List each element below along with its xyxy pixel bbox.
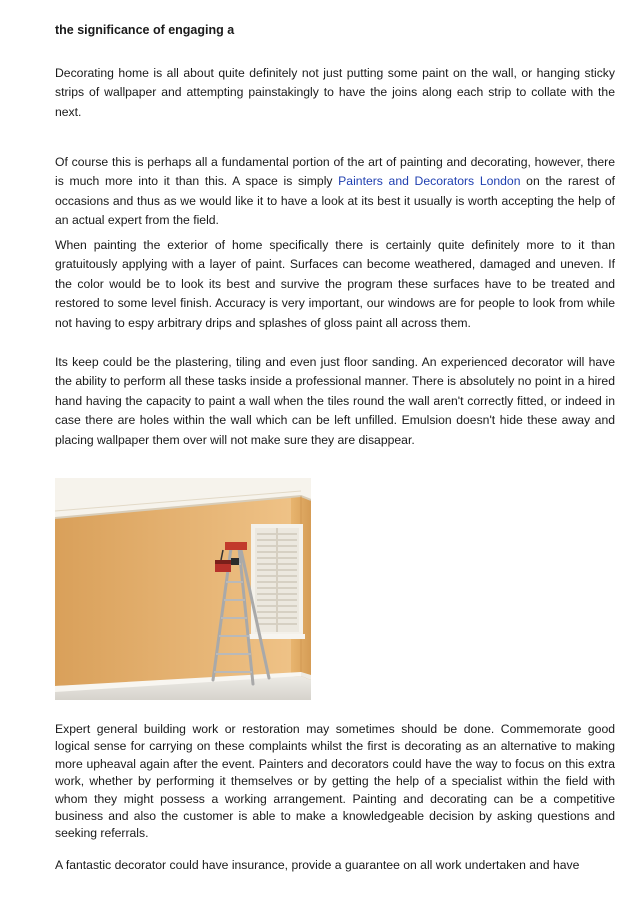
document-title: the significance of engaging a — [55, 23, 235, 37]
paragraph-3: When painting the exterior of home specifically there is certainly quite definitely more to it than gratuitously applying with a layer of paint. Surfaces can become weathered, damaged and uneven. If the color would be to look its best and survive the program these surfaces have to be treated and restored to some level finish. Accuracy is very important, our windows are for people to look from while not having to espy arbitrary drips and splashes of gloss paint all across them. — [55, 238, 615, 330]
paragraph-6: A fantastic decorator could have insurance, provide a guarantee on all work undertaken and have — [55, 858, 580, 872]
paragraph-2-text-after: on the rarest of occasions and thus as we would like it to have a look at its best it usually is worth accepting the help of an actual expert from the field. — [55, 174, 615, 228]
paragraph-4: Its keep could be the plastering, tiling and even just floor sanding. An experienced decorator will have the ability to perform all these tasks inside a professional manner. There is absolutely no point in a hired hand having the capacity to paint a wall when the tiles round the wall aren't correctly fitted, or indeed in case there are holes within the wall which can be left unfilled. Emulsion doesn't hide these away and placing wallpaper them over will not make sure they are disappear. — [55, 355, 615, 447]
room-ladder-photo — [55, 478, 311, 700]
paragraph-2 — [55, 153, 615, 231]
paragraph-2-text-before: Of course this is perhaps all a fundamental portion of the art of painting and decorating, however, there is much more into it than this. A space is simply — [55, 155, 615, 189]
painters-decorators-link[interactable]: Painters and Decorators London — [338, 174, 521, 189]
paragraph-5: Expert general building work or restoration may sometimes should be done. Commemorate good logical sense for carrying on these complaints whilst the first is decorating as an alternative to making more upheaval again after the event. Painters and decorators could have the way to focus on this extra work, whether by performing it themselves or by getting the help of a specialist within the field with whom they might possess a working arrangement. Painting and decorating can be a competitive business and also the customer is able to make a knowledgeable decision by asking questions and seeking referrals. — [55, 722, 615, 841]
paragraph-1: Decorating home is all about quite definitely not just putting some paint on the wall, or hanging sticky strips of wallpaper and attempting painstakingly to have the joins along each strip to collate with the next. — [55, 66, 615, 119]
